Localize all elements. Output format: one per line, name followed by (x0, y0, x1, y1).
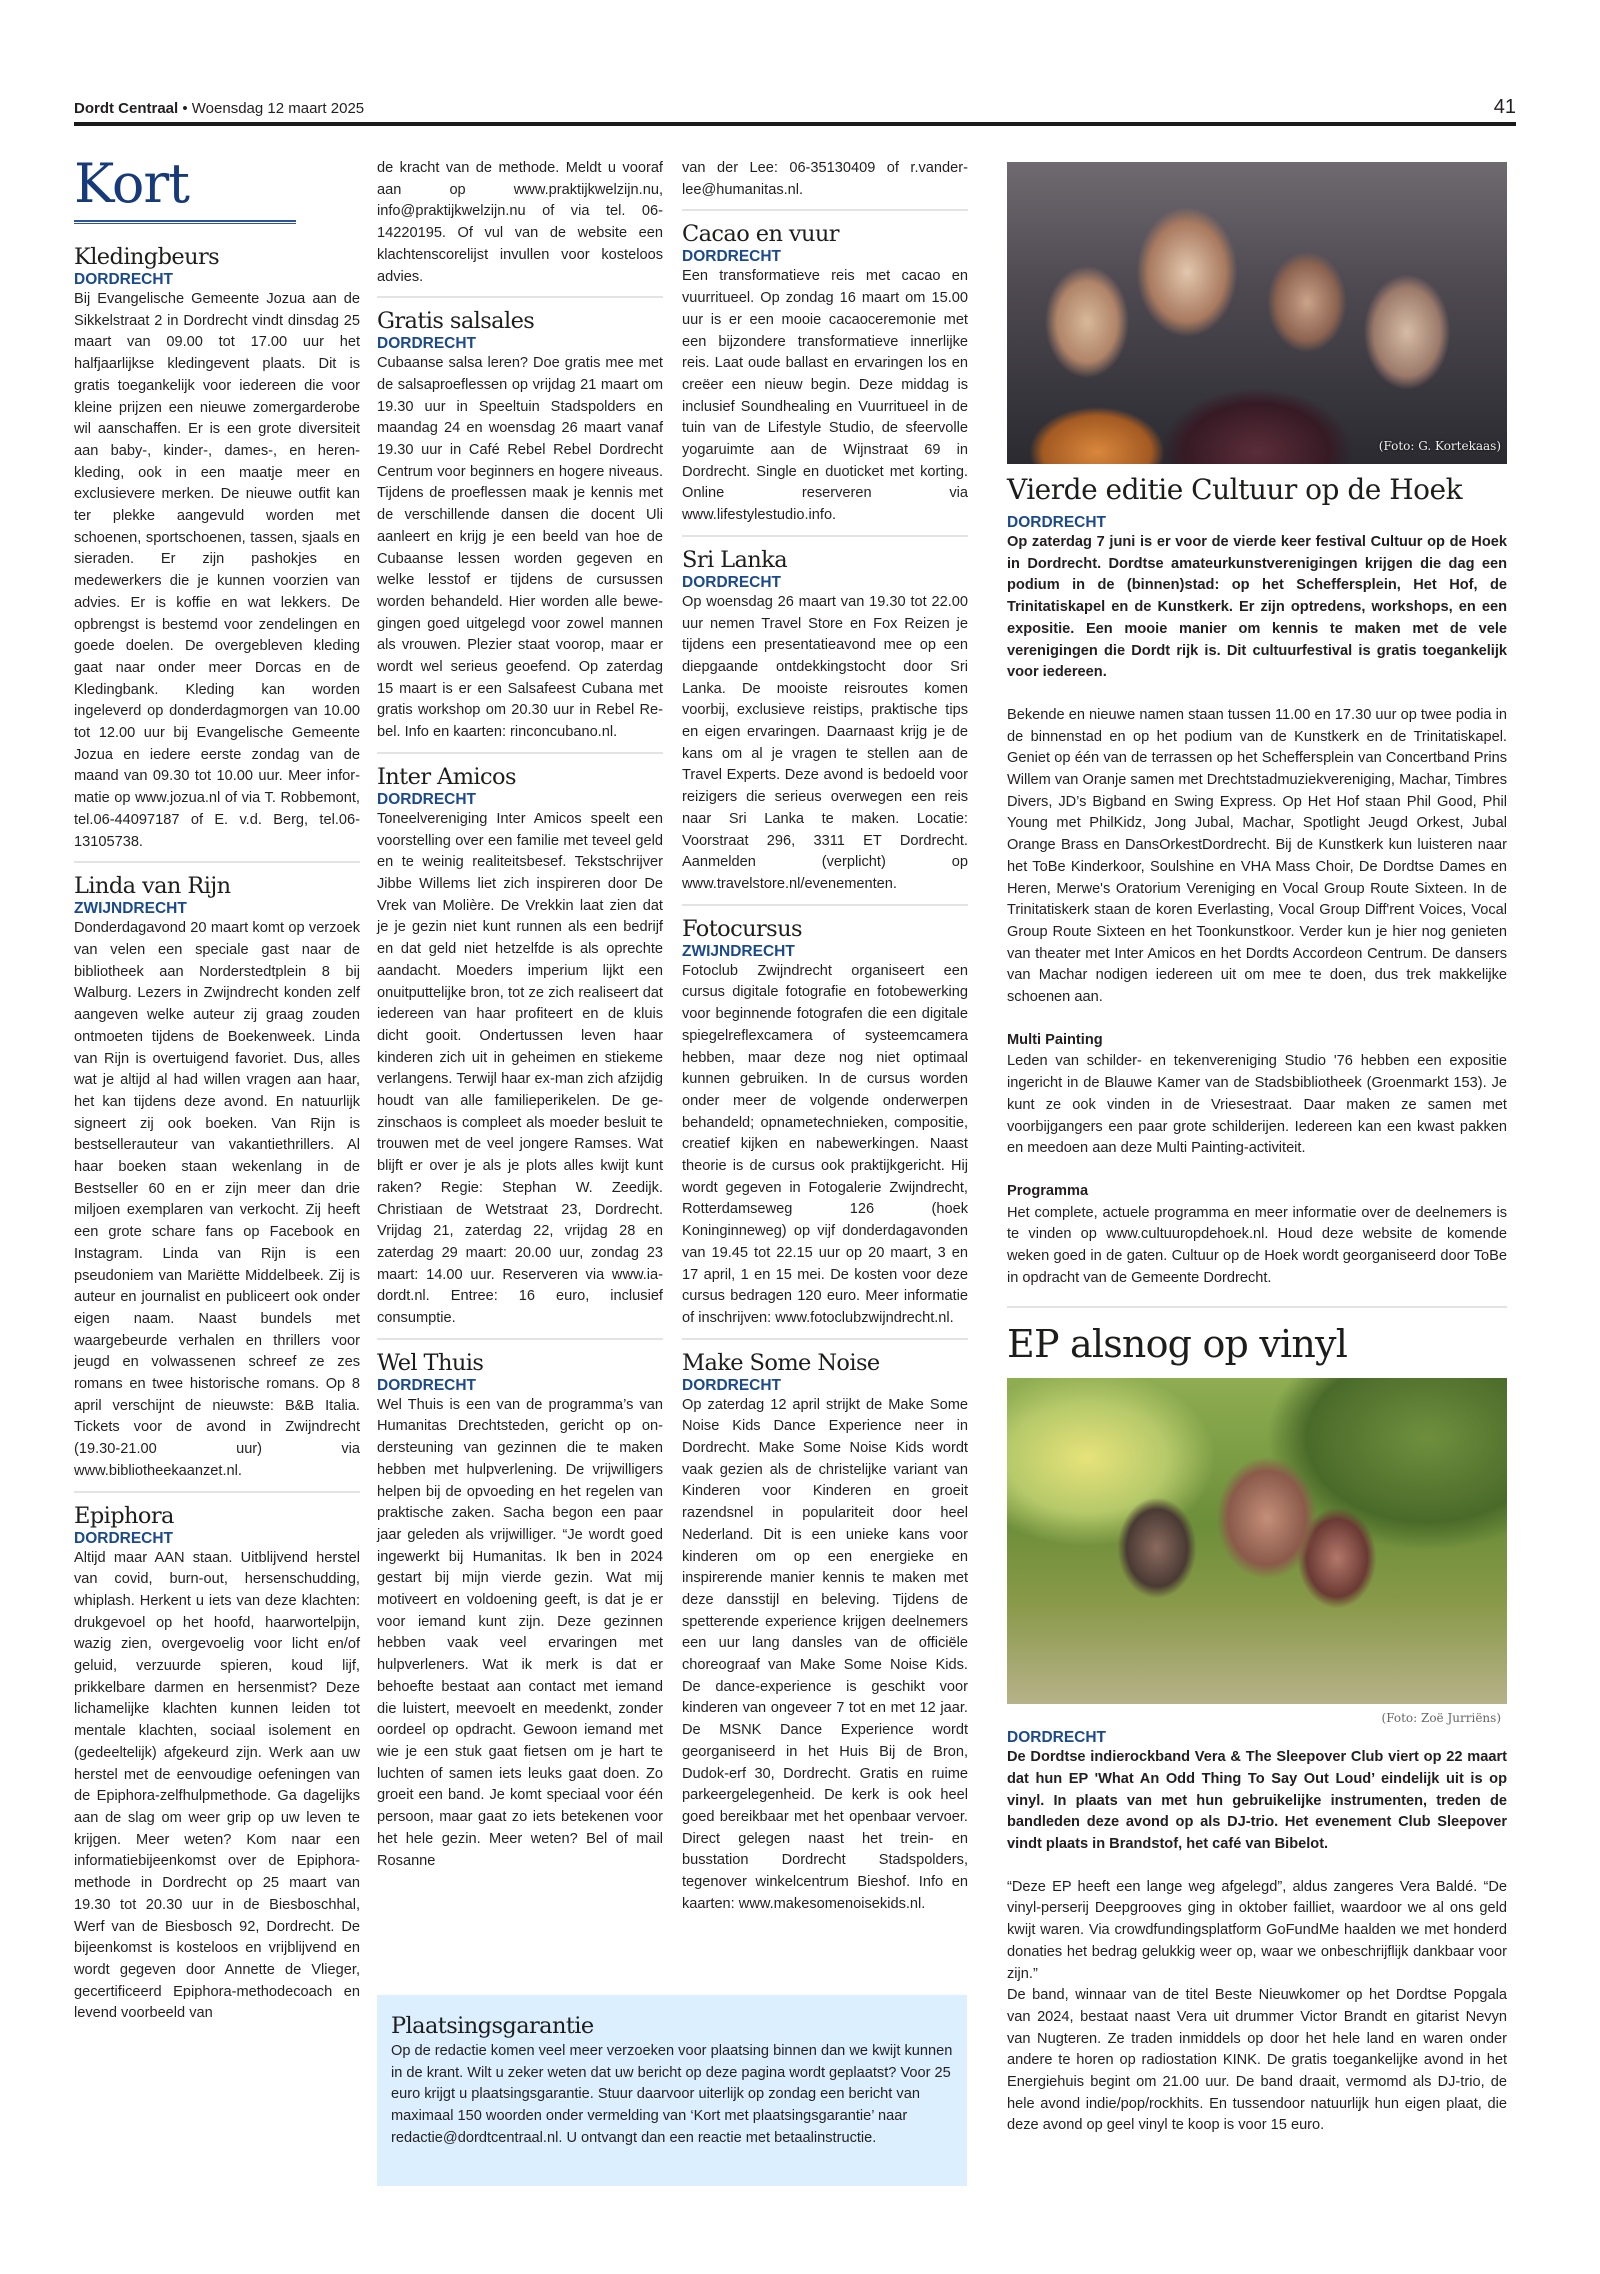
subhead-body: Het complete, actuele programma en meer informatie over de deelnemers is te vinden op www.cultuuropdehoek.nl. Houd deze website de komende weken goed in de gaten. Cultuur op de Hoek wordt georganiseerd door ToBe in opdracht van de Gemeente Dordrecht. (1007, 1204, 1507, 1286)
article-place: DORDRECHT (1007, 1729, 1107, 1747)
news-item-sri-lanka (682, 547, 968, 896)
item-place: DORDRECHT (377, 335, 477, 353)
article-body: “Deze EP heeft een lange weg afgelegd”, aldus zangeres Vera Baldé. “De vinyl-perserij Deepgrooves ging in oktober failliet, waardoor we al ons geld kwijt waren. Via crowdfundingsplatform GoFundMe haalden we met honderd donaties het bedrag gelukkig weer op, waar we onbeschrijflijk dankbaar voor zijn.” (1007, 1878, 1507, 1982)
column-4 (1007, 162, 1507, 2137)
item-title: Wel Thuis (377, 1349, 484, 1376)
masthead-rule (74, 122, 1516, 126)
article-title: Vierde editie Cultuur op de Hoek (1007, 473, 1463, 506)
item-place: ZWIJNDRECHT (74, 900, 187, 918)
spacer (1007, 684, 1507, 705)
divider (377, 1338, 663, 1340)
item-place: DORDRECHT (74, 271, 174, 288)
separator: • (182, 100, 188, 117)
divider (682, 535, 968, 537)
item-place: ZWIJNDRECHT (682, 942, 795, 960)
item-body: Een transformatieve reis met cacao en vuurritueel. Op zondag 16 maart om 15.00 uur is er een mooie cacaoceremonie met een bijzondere transformatieve innerlijke reis. Laat oude ballast en ervaringen los en creëer een nieuw begin. Deze middag is inclusief Soundhealing en Vuurritueel in de tuin van de Lifestyle Studio, de sfeervolle yogaruimte aan de Wijnstraat 69 in Dordrecht. Single en duoticket met korting. Online reserveren via www.lifestylestudio.info. (682, 268, 968, 524)
news-item-make-some-noise (682, 1350, 968, 1916)
photo-credit: (Foto: Zoë Jurriëns) (1381, 1710, 1501, 1725)
item-title: Gratis salsales (377, 308, 535, 335)
news-item-kledingbeurs (74, 244, 360, 853)
news-item-cacao-en-vuur (682, 221, 968, 526)
news-item-wel-thuis (377, 1350, 663, 1872)
item-title: Inter Amicos (377, 763, 516, 790)
band-photo (1007, 1378, 1507, 1704)
news-item-inter-amicos (377, 764, 663, 1330)
spacer (1007, 1160, 1507, 1181)
divider (1007, 1306, 1507, 1308)
item-place: DORDRECHT (682, 248, 782, 266)
paper-info (74, 100, 364, 117)
item-title: Make Some Noise (682, 1349, 880, 1376)
item-title: Cacao en vuur (682, 221, 839, 248)
item-body: Op woensdag 26 maart van 19.30 tot 22.00 uur nemen Travel Store en Fox Reizen je tijdens een presentatieavond mee op een diepgaande ontdekkingstocht door Sri Lanka. De mooiste reisroutes komen voorbij, exclusieve reistips, praktische tips en eigen ervaringen. Daarnaast krijg je de kans om al je vragen te stellen aan de Travel Experts. Deze avond is bedoeld voor reizigers die serieus overwegen een reis naar Sri Lanka te maken. Locatie: Voorstraat 296, 3311 ET Dordrecht. Aanmelden (verplicht) op www.travelstore.nl/evenementen. (682, 593, 968, 892)
box-body: Op de redactie komen veel meer verzoeken voor plaatsing binnen dan we kwijt kunnen in de krant. Wilt u zeker weten dat uw bericht op deze pagina wordt geplaatst? Voor 25 euro krijgt u plaatsingsgarantie. Stuur daarvoor uiterlijk op zondag een bericht van maximaal 150 woorden onder vermelding van ‘Kort met plaatsingsgarantie’ naar redactie@dordtcentraal.nl. U ontvangt dan een reactie met betaalinstructie. (391, 2043, 953, 2146)
news-item-gratis-salsales (377, 308, 663, 744)
divider (74, 1491, 360, 1493)
item-body-continued: van der Lee: 06-35130409 of r.vanderlee@humanitas.nl. (682, 160, 968, 198)
spacer (1007, 1009, 1507, 1030)
article-body: Bekende en nieuwe namen staan tussen 11.00 en 17.30 uur op twee podia in de binnenstad en op het podium van de Kunstkerk en de Trinitatiskapel. Geniet op één van de terrassen op het Scheffersplein van Concertband Prins Willem van Oranje samen met Drechtstadmuziekvereniging, Machar, Timbres Divers, JD’s Bigband en Swing Express. Op Het Hof staan Phil Good, Phil Young met PhilKidz, Jong Jubal, Machar, Spotlight Jeugd Orkest, Jubal Orange Brass en DansOrkestDordrecht. Bij de Kunstkerk kun luisteren naar het ToBe Kinderkoor, Soulshine en VHA Mass Choir, De Dordtse Dames en Heren, Merwe's Oratorium Vereniging en Vocal Group Route Sixteen. In de Trinitatiskerk staan de koren Everlasting, Vocal Group Diff'rent Voices, Vocal Group Route Sixteen en het Toonkunstkoor. Verder kun je hier nog genieten van theater met Inter Amicos en het Dordts Accordeon Centrum. De dansers van Machar nodigen iedereen uit om mee te doen, dus trek makkelijke schoenen aan. (1007, 706, 1507, 1006)
column-1 (74, 152, 360, 2033)
column-3 (682, 158, 968, 1924)
issue-date: Woensdag 12 maart 2025 (191, 100, 365, 117)
news-item-epiphora (74, 1503, 360, 2025)
item-body: Toneelvereniging Inter Amicos speelt een voorstelling over een familie met teveel geld en te weinig realiteitsbesef. Tekstschrijver Jibbe Willems liet zich inspireren door De Vrek van Molière. De Vrekkin laat zien dat je je gezin niet kunt runnen als een bedrijf en dat geld niet hetzelfde is als oprechte aandacht. Moeders imperium lijkt een onuitputtelijke bron, tot ze zich realiseert dat iedereen van haar profiteert en de kluis dicht gooit. Ondertussen leven haar kinderen zich uit in geheimen en stiekeme verlangens. Terwijl haar ex-man zich afzijdig houdt van alle familieperikelen. De gezinschaos is compleet als moeder besluit te trouwen met de veel jongere Ramses. Wat blijft er over je als je plots alles kwijt kunt raken? Regie: Stephan W. Zeedijk. Christiaan de Wetstraat 23, Dordrecht. Vrijdag 21, zaterdag 22, vrijdag 28 en zaterdag 29 maart: 20.00 uur, zondag 23 maart: 14.00 uur. Reserveren via www.ia-dordt.nl. Entree: 16 euro, inclusief consumptie. (377, 810, 663, 1327)
subhead-multi-painting: Multi Painting (1007, 1031, 1103, 1048)
divider (377, 752, 663, 754)
item-place: DORDRECHT (74, 1529, 174, 1547)
item-body: Donderdagavond 20 maart komt op verzoek van velen een speciale gast naar de bibliotheek aan Norderstedtplein 8 bij Walburg. Lezers in Zwijndrecht konden zelf aangeven welke auteur zij graag zouden ontmoeten tijdens de Boekenweek. Linda van Rijn is overtuigend favoriet. Dus, alles wat je altijd al had willen vragen aan haar, het kan tijdens deze avond. En natuurlijk signeert zij ook boeken. Van Rijn is bestsellerauteur van vakantiethrillers. Al haar boeken staan wekenlang in de Bestseller 60 en er zijn meer dan drie miljoen exemplaren van verkocht. Zij heeft een grote schare fans op Facebook en Instagram. Linda van Rijn is een pseudoniem van Mariëtte Middelbeek. Zij is auteur en journalist en publiceert ook onder eigen naam. Naast bundels met waargebeurde verhalen en thrillers voor jeugd en volwassenen schreef ze zes romans en twee historische romans. Op 8 april verschijnt de nieuwste: B&B Italia. Tickets voor de avond in Zwijndrecht (19.30-21.00 uur) via www.bibliotheekaanzet.nl. (74, 920, 360, 1479)
subhead-programma: Programma (1007, 1182, 1089, 1199)
item-body: Cubaanse salsa leren? Doe gratis mee met de salsaproeflessen op vrijdag 21 maart om 19.30 uur in Speeltuin Stadspolders en maandag 24 en woensdag 26 maart vanaf 19.30 uur in Café Rebel Rebel Dordrecht Centrum voor beginners en hogere niveaus. Tijdens de proeflessen maak je kennis met de verschillende dansen die docent Uli aanleert en krijg je een beeld van hoe de Cubaanse lessen worden gegeven en welke lesstof er tijdens de cursussen worden behandeld. Hier worden alle bewegingen goed uitgelegd voor zowel mannen als vrouwen. Plezier staat voorop, maar er wordt wel serieus geoefend. Op zaterdag 15 maart is er een Salsafeest Cubana met gratis workshop om 20.30 uur in Rebel Rebel. Info en kaarten: rinconcubano.nl. (377, 355, 663, 741)
page-number: 41 (1493, 96, 1516, 118)
article-lead: Op zaterdag 7 juni is er voor de vierde keer festival Cultuur op de Hoek in Dordrecht. Dordtse amateurkunstverenigingen krijgen die dag een podium in de (binnen)stad: op het Scheffersplein, Het Hof, de Trinitatiskapel en de Kunstkerk. Er zijn optredens, workshops, en een expositie. Een mooie manier om kennis te maken met de vele verenigingen die Dordt rijk is. Dit cultuurfestival is gratis toegankelijk voor iedereen. (1007, 534, 1507, 681)
item-place: DORDRECHT (377, 790, 477, 808)
item-place: DORDRECHT (682, 573, 782, 591)
article-lead: De Dordtse indierockband Vera & The Sleepover Club viert op 22 maart dat hun EP 'What An Odd Thing To Say Out Loud’ eindelijk uit is op vinyl. In plaats van met hun gebruikelijke instrumenten, treden de bandleden deze avond op als DJ-trio. Het evenement Club Sleepover vindt plaats in Brandstof, het café van Bibelot. (1007, 1749, 1507, 1853)
divider (74, 861, 360, 863)
divider (682, 209, 968, 211)
divider (682, 904, 968, 906)
item-body-continued: de kracht van de methode. Meldt u vooraf aan op www.praktijkwelzijn.nu, info@praktijkwelzijn.nu of via tel. 06-14220195. Of vul van de website een klachtenscorelijst invullen voor kosteloos advies. (377, 160, 663, 285)
news-item-fotocursus (682, 916, 968, 1330)
item-title: Sri Lanka (682, 546, 788, 573)
item-title: Epiphora (74, 1502, 174, 1529)
item-body: Altijd maar AAN staan. Uitblijvend herstel van covid, burn-out, hersenschudding, whiplash. Herkent u iets van deze klachten: drukgevoel op het hoofd, haarwortelpijn, wazig zien, overgevoelig voor licht en/of geluid, verzuurde spieren, koud lijf, prikkelbare darmen en hersenmist? Deze lichamelijke klachten kunnen leiden tot mentale klachten, sociaal isolement en (gedeeltelijk) afgekeurd zijn. Werk aan uw herstel met de eenvoudige oefeningen van de Epiphora-zelfhulpmethode. Ga dagelijks aan de slag om weer grip op uw leven te krijgen. Meer weten? Kom naar een informatiebijeenkomst over de Epiphora-methode in Dordrecht op 25 maart van 19.30 tot 20.30 uur in de Biesboschhal, Werf van de Biesbosch 92, Dordrecht. De bijeenkomst is kosteloos en vrijblijvend en wordt gegeven door Annette de Vlieger, gecertificeerd Epiphora-methodecoach en levend voorbeeld van (74, 1549, 360, 2022)
article-title: EP alsnog op vinyl (1007, 1321, 1348, 1366)
item-place: DORDRECHT (377, 1376, 477, 1394)
subhead-body: Leden van schilder- en tekenvereniging Studio '76 hebben een expositie ingericht in de Blauwe Kamer van de Stadsbibliotheek (Groenmarkt 153). Je kunt ze ook vinden in de Vriesestraat. Daar maken ze samen met voorbijgangers een paar grote schilderijen. Iedereen kan een kwast pakken en meedoen aan deze Multi Painting-activiteit. (1007, 1053, 1507, 1157)
article-place: DORDRECHT (1007, 514, 1107, 531)
item-place: DORDRECHT (682, 1376, 782, 1394)
choir-photo (1007, 162, 1507, 464)
item-body: Wel Thuis is een van de programma’s van Humanitas Drechtsteden, gericht op ondersteuning van gezinnen die te maken hebben met hulpverlening. De vrijwilligers helpen bij de opvoeding en het regelen van praktische zaken. Sacha begon een paar jaar geleden als vrijwilliger. “Je wordt goed ingewerkt bij Humanitas. Ik ben in 2024 gestart bij mijn vierde gezin. Wat mij motiveert en voldoening geeft, is dat je er voor iemand kunt zijn. Deze gezinnen hebben vaak veel ervaringen met hulpverleners. Wat ik merk is dat er behoefte bestaat aan contact met iemand die luistert, meevoelt en meedenkt, zonder oordeel op opdracht. Gewoon iemand met wie je een stuk gaat fietsen om je hart te luchten of samen iets leuks gaat doen. Zo groeit een band. Je komt speciaal voor één persoon, maar gaat zo iets betekenen voor het hele gezin. Meer weten? Bel of mail Rosanne (377, 1396, 663, 1869)
spacer (1007, 1856, 1507, 1877)
item-title: Fotocursus (682, 915, 802, 942)
box-title: Plaatsingsgarantie (391, 2013, 594, 2039)
item-title: Linda van Rijn (74, 873, 231, 900)
item-body: Fotoclub Zwijndrecht organiseert een cursus digitale fotografie en fotobewerking voor beginnende fotografen die een digitale spiegelreflexcamera of systeemcamera hebben, maar deze nog niet optimaal kunnen gebruiken. In de cursus worden onder meer de volgende onderwerpen behandeld; opnametechnieken, compositie, creatief kijken en nabewerkingen. Naast theorie is de cursus ook praktijkgericht. Hij wordt gegeven in Fotogalerie Zwijndrecht, Rotterdamseweg 126 (hoek Koninginneweg) op vijf donderdagavonden van 19.45 tot 22.15 uur op 20 maart, 3 en 17 april, 1 en 15 mei. De kosten voor deze cursus bedragen 120 euro. Meer informatie of inschrijven: www.fotoclubzwijndrecht.nl. (682, 962, 968, 1326)
divider (682, 1338, 968, 1340)
item-body: Bij Evangelische Gemeente Jozua aan de Sikkelstraat 2 in Dordrecht vindt dinsdag 25 maart van 09.00 tot 17.00 uur het halfjaarlijkse kledingevent plaats. Dit is gratis toegankelijk voor iedereen die voor kleine prijzen een nieuwe zomergarderobe wil aanschaffen. Er is een grote diversiteit aan baby-, kinder-, dames-, en herenkleding, ook in een maatje meer en exclusievere merken. De nieuwe outfit kan ter plekke aangevuld worden met schoenen, sportschoenen, tassen, sjaals en sieraden. Er zijn pashokjes en medewerkers die je kunnen voorzien van advies. Er is koffie en wat lekkers. De opbrengst is bestemd voor zendelingen en goede doelen. De overgebleven kleding gaat naar onder meer Dorcas en de Kledingbank. Kleding kan worden ingeleverd op donderdagmorgen van 10.00 tot 12.00 uur bij Evangelische Gemeente Jozua en iedere eerste zondag van de maand van 09.30 tot 10.00 uur. Meer informatie op www.jozua.nl of via T. Robbemont, tel.06-44097187 of E. v.d. Berg, tel.06-13105738. (74, 291, 360, 850)
photo-credit: (Foto: G. Kortekaas) (1378, 439, 1501, 454)
section-title: Kort (74, 152, 189, 215)
paper-name: Dordt Centraal (74, 100, 179, 117)
divider (377, 296, 663, 298)
item-title: Kledingbeurs (74, 244, 220, 270)
news-item-linda-van-rijn (74, 873, 360, 1482)
placement-guarantee-box (377, 1995, 967, 2186)
column-2 (377, 158, 663, 1880)
item-body: Op zaterdag 12 april strijkt de Make Some Noise Kids Dance Experience neer in Dordrecht. Make Some Noise Kids wordt vaak gezien als de christelijke variant van Kinderen voor Kinderen en groeit razendsnel in populariteit door heel Nederland. Dit is een unieke kans voor kinderen om op een energieke en inspirerende manier kennis te maken met deze dansstijl en beleving. Tijdens de spetterende experience krijgen deelnemers een uur lang dansles van de officiële choreograaf van Make Some Noise Kids. De dance-experience is geschikt voor kinderen van ongeveer 7 tot en met 12 jaar. De MSNK Dance Experience wordt georganiseerd in het Huis Bij de Bron, Dudok-erf 30, Dordrecht. Gratis en ruime parkeergelegenheid. De kerk is ook heel goed bereikbaar met het openbaar vervoer. Direct gelegen naast het trein- en busstation Dordrecht Stadspolders, tegenover winkelcentrum Bieshof. Info en kaarten: www.makesomenoisekids.nl. (682, 1396, 968, 1912)
section-title-underline (74, 220, 296, 224)
article-body: De band, winnaar van de titel Beste Nieuwkomer op het Dordtse Popgala van 2024, bestaat naast Vera uit drummer Victor Brandt en gitarist Nevyn van Nugteren. Ze traden inmiddels op door het hele land en waren onder andere te horen op radiostation KINK. De gratis toegankelijke avond in het Energiehuis begint om 21.00 uur. De band draait, vermomd als DJ-trio, de hele avond indie/pop/rockhits. En tussendoor natuurlijk hun eigen plaat, die deze avond op geel vinyl te koop is voor 15 euro. (1007, 1987, 1507, 2134)
